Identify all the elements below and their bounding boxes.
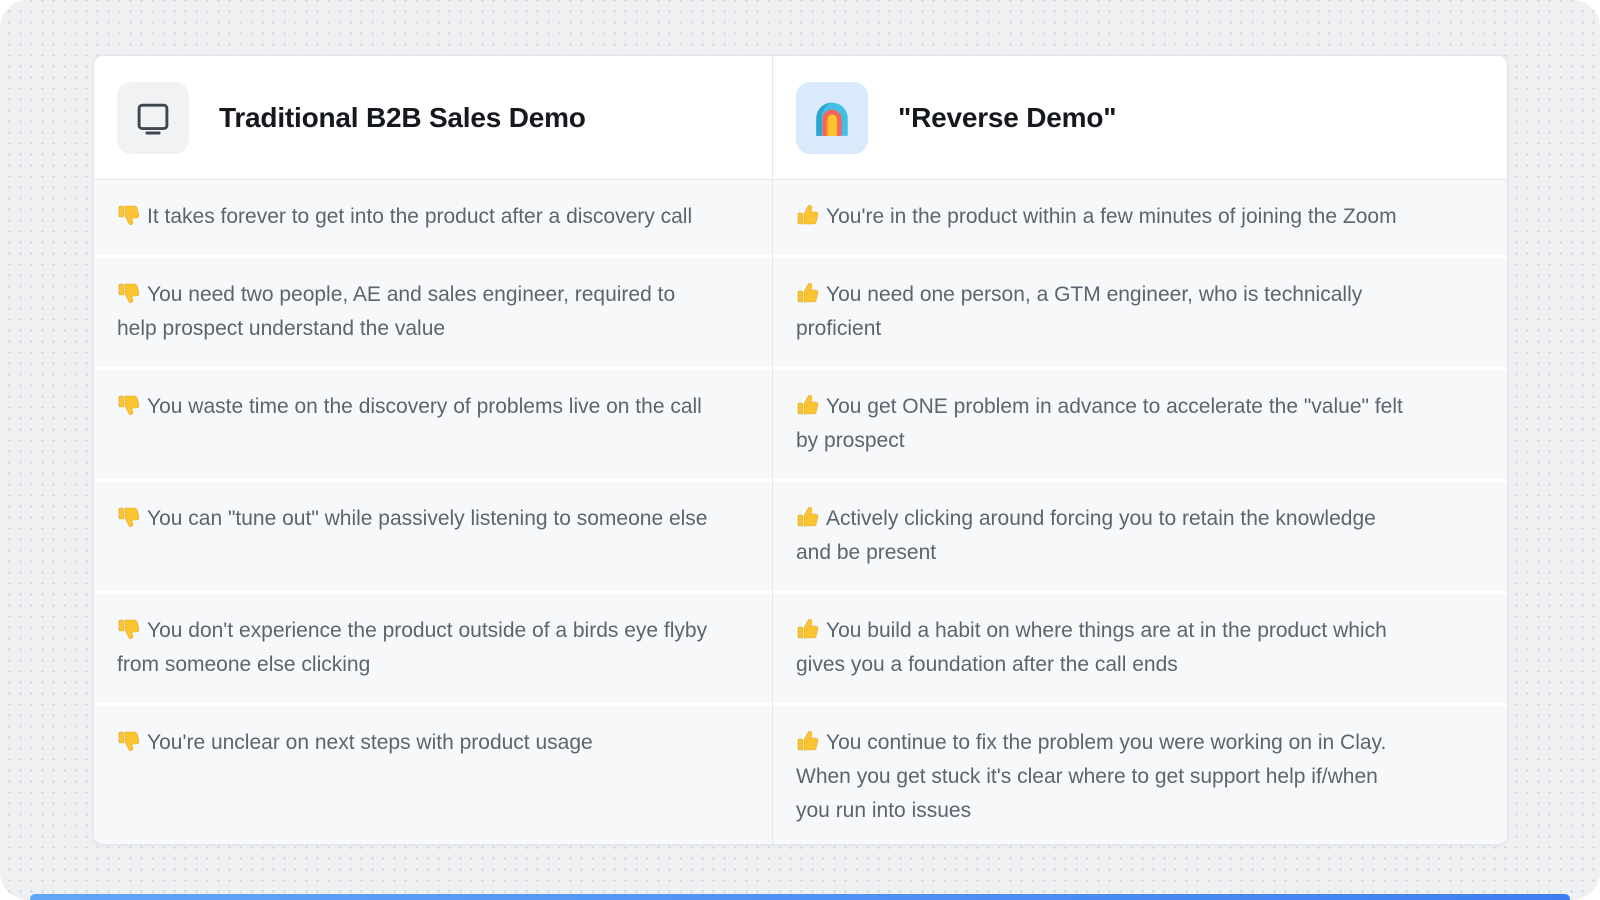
table-row bbox=[94, 706, 1507, 845]
table-row bbox=[94, 594, 1507, 703]
right-column-title: "Reverse Demo" bbox=[898, 101, 1117, 133]
clay-arch-icon bbox=[806, 92, 858, 144]
pro-cell bbox=[773, 258, 1507, 367]
pro-text: You're in the product within a few minutes of joining the Zoom bbox=[826, 205, 1397, 228]
pro-text: You need one person, a GTM engineer, who is technically proficient bbox=[796, 283, 1363, 340]
con-cell bbox=[94, 258, 773, 367]
table-row bbox=[94, 180, 1507, 255]
table-row bbox=[94, 258, 1507, 367]
thumbs-up-icon bbox=[796, 505, 820, 529]
comparison-table bbox=[93, 55, 1508, 845]
column-divider bbox=[772, 56, 773, 844]
monitor-icon-tile bbox=[117, 82, 189, 154]
clay-logo-tile bbox=[796, 82, 868, 154]
pro-text: You build a habit on where things are at in the product which gives you a foundation after the call ends bbox=[796, 619, 1387, 676]
con-text: It takes forever to get into the product after a discovery call bbox=[147, 205, 693, 228]
thumbs-down-icon bbox=[117, 203, 141, 227]
con-text: You're unclear on next steps with product usage bbox=[147, 731, 593, 754]
header-traditional-demo bbox=[94, 56, 773, 179]
con-cell bbox=[94, 180, 773, 255]
table-row bbox=[94, 370, 1507, 479]
con-cell bbox=[94, 370, 773, 479]
table-header-row bbox=[94, 56, 1507, 180]
left-column-title: Traditional B2B Sales Demo bbox=[219, 101, 586, 133]
thumbs-up-icon bbox=[796, 617, 820, 641]
thumbs-up-icon bbox=[796, 281, 820, 305]
thumbs-up-icon bbox=[796, 729, 820, 753]
pro-cell bbox=[773, 706, 1507, 845]
pro-cell bbox=[773, 180, 1507, 255]
con-text: You waste time on the discovery of problems live on the call bbox=[147, 395, 702, 418]
table-body bbox=[94, 180, 1507, 845]
pro-cell bbox=[773, 482, 1507, 591]
con-cell bbox=[94, 594, 773, 703]
con-text: You don't experience the product outside of a birds eye flyby from someone else clicking bbox=[117, 619, 708, 676]
pro-cell bbox=[773, 594, 1507, 703]
thumbs-down-icon bbox=[117, 281, 141, 305]
con-cell bbox=[94, 706, 773, 845]
header-reverse-demo bbox=[773, 56, 1507, 179]
bottom-accent-bar bbox=[30, 894, 1570, 900]
thumbs-up-icon bbox=[796, 393, 820, 417]
thumbs-down-icon bbox=[117, 505, 141, 529]
thumbs-down-icon bbox=[117, 617, 141, 641]
monitor-icon bbox=[133, 98, 173, 138]
table-row bbox=[94, 482, 1507, 591]
pro-text: Actively clicking around forcing you to retain the knowledge and be present bbox=[796, 507, 1376, 564]
thumbs-up-icon bbox=[796, 203, 820, 227]
thumbs-down-icon bbox=[117, 393, 141, 417]
con-cell bbox=[94, 482, 773, 591]
pro-text: You continue to fix the problem you were working on in Clay. When you get stuck it's clear where to get support help if/when you run into issues bbox=[796, 731, 1387, 822]
con-text: You need two people, AE and sales engineer, required to help prospect understand the value bbox=[117, 283, 676, 340]
pro-text: You get ONE problem in advance to accelerate the "value" felt by prospect bbox=[796, 395, 1403, 452]
mouse-cursor-icon bbox=[0, 884, 20, 900]
con-text: You can "tune out" while passively listening to someone else bbox=[147, 507, 708, 530]
thumbs-down-icon bbox=[117, 729, 141, 753]
pro-cell bbox=[773, 370, 1507, 479]
